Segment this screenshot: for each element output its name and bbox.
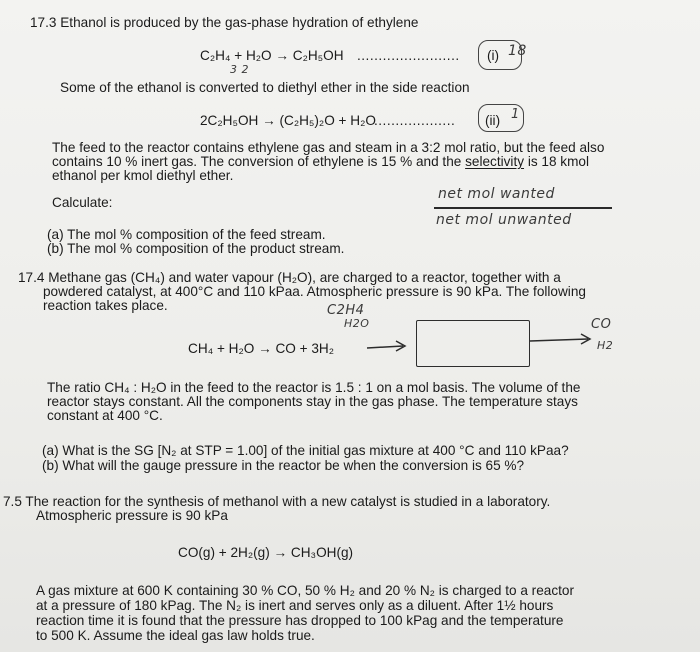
ratio-text-line-2: reactor stays constant. All the components stay in the gas phase. The temperature stays: [47, 394, 578, 409]
feed-text-line-2: contains 10 % inert gas. The conversion of ethylene is 15 % and the selectivity is 18 kmol: [52, 154, 590, 169]
calculate-label: Calculate:: [52, 195, 113, 210]
reaction-i-equation: C₂H₄ + H₂O → C₂H₅OH: [200, 48, 344, 63]
mixture-text-line-3: reaction time it is found that the pressure has dropped to 100 kPag and the temperature: [36, 613, 564, 628]
ratio-text-line-1: The ratio CH₄ : H₂O in the feed to the reactor is 1.5 : 1 on a mol basis. The volume of the: [47, 380, 581, 395]
question-17-4-a: (a) What is the SG [N₂ at STP = 1.00] of the initial gas mixture at 400 °C and 110 kPaa?: [42, 443, 569, 458]
handwritten-output-co: CO: [591, 317, 612, 332]
selectivity-denominator: net mol unwanted: [436, 212, 572, 228]
feed-text-line-3: ethanol per kmol diethyl ether.: [52, 168, 234, 183]
selectivity-fraction-bar: [434, 207, 612, 209]
mixture-text-line-1: A gas mixture at 600 K containing 30 % CO, 50 % H₂ and 20 % N₂ is charged to a reactor: [36, 583, 574, 598]
problem-7-5-line-1: 7.5 The reaction for the synthesis of methanol with a new catalyst is studied in a laboratory.: [3, 494, 551, 509]
handwritten-ratio-note: 3 2: [230, 63, 249, 76]
handwritten-input-c2h4: C2H4: [327, 303, 365, 318]
reaction-ii-equation: 2C₂H₅OH → (C₂H₅)₂O + H₂O: [200, 113, 376, 128]
problem-7-5-line-2: Atmospheric pressure is 90 kPa: [36, 508, 228, 523]
handwritten-output-h2: H2: [597, 339, 614, 352]
reaction-17-4-equation: CH₄ + H₂O → CO + 3H₂: [188, 341, 335, 356]
product-arrow-icon: [528, 331, 598, 349]
question-17-3-a: (a) The mol % composition of the feed stream.: [47, 227, 326, 242]
question-17-3-b: (b) The mol % composition of the product stream.: [47, 241, 345, 256]
reaction-i-label: (i): [487, 48, 500, 63]
handwritten-note-18: 18: [508, 43, 527, 59]
handwritten-note-1: 1: [511, 107, 520, 122]
reaction-i-dots: ........................: [357, 48, 460, 63]
question-17-4-b: (b) What will the gauge pressure in the reactor be when the conversion is 65 %?: [42, 458, 525, 473]
reactor-box: [416, 320, 530, 367]
mixture-text-line-2: at a pressure of 180 kPag. The N₂ is inert and serves only as a diluent. After 1½ hours: [36, 598, 554, 613]
problem-17-4-line-1: 17.4 Methane gas (CH₄) and water vapour (H₂O), are charged to a reactor, together with a: [18, 270, 561, 285]
feed-arrow-icon: [365, 339, 409, 355]
selectivity-term: selectivity: [465, 154, 525, 169]
reaction-ii-dots: ...................: [374, 113, 456, 128]
problem-17-3-heading: 17.3 Ethanol is produced by the gas-phase hydration of ethylene: [30, 15, 419, 30]
selectivity-numerator: net mol wanted: [438, 186, 555, 202]
ratio-text-line-3: constant at 400 °C.: [47, 408, 163, 423]
problem-17-4-line-3: reaction takes place.: [43, 298, 168, 313]
methanol-reaction-equation: CO(g) + 2H₂(g) → CH₃OH(g): [178, 545, 354, 560]
side-reaction-text: Some of the ethanol is converted to diethyl ether in the side reaction: [60, 80, 470, 95]
problem-17-4-line-2: powdered catalyst, at 400°C and 110 kPaa. Atmospheric pressure is 90 kPa. The following: [43, 284, 586, 299]
mixture-text-line-4: to 500 K. Assume the ideal gas law holds true.: [36, 628, 315, 643]
handwritten-input-h2o: H2O: [344, 317, 370, 330]
reaction-ii-label: (ii): [485, 113, 501, 128]
feed-text-line-1: The feed to the reactor contains ethylene gas and steam in a 3:2 mol ratio, but the feed also: [52, 140, 605, 155]
